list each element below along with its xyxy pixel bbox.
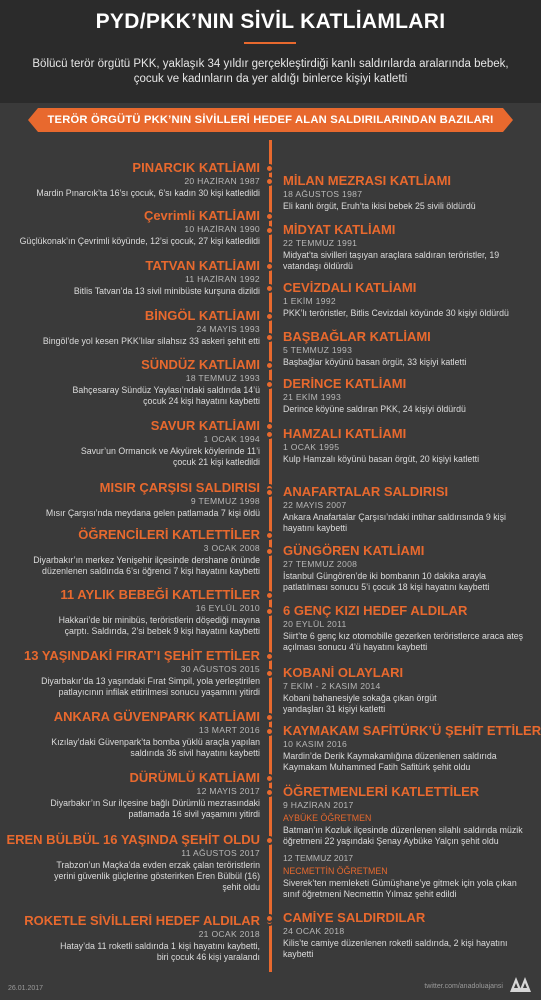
timeline-entry-right: [283, 910, 533, 960]
timeline-dot: [265, 713, 274, 722]
timeline-entry-left: [0, 480, 260, 519]
entry-title: GÜNGÖREN KATLİAMI: [283, 543, 425, 558]
timeline-entry-right: [283, 484, 533, 534]
entry-date: 21 EKİM 1993: [283, 392, 342, 402]
entry-date: 10 HAZİRAN 1990: [184, 224, 260, 234]
entry-description: Güçlükonak’ın Çevrimli köyünde, 12’si çocuk, 27 kişi katledildi: [19, 236, 260, 246]
entry-title: CEVİZDALI KATLİAMI: [283, 280, 417, 295]
entry-title: BİNGÖL KATLİAMI: [144, 308, 260, 323]
timeline-entry-right: [283, 784, 533, 900]
timeline-dot: [265, 531, 274, 540]
entry-title: MISIR ÇARŞISI SALDIRISI: [99, 480, 260, 495]
timeline-dot: [265, 914, 274, 923]
timeline-entry-right: [283, 280, 533, 319]
title-underline: [244, 42, 296, 44]
entry-description: Kızılay’daki Güvenpark’ta bomba yüklü araçla yapılan saldırıda 36 sivil hayatını kaybetti: [51, 737, 260, 758]
timeline-entry-left: [0, 208, 260, 247]
entry-description: Kulp Hamzalı köyünü basan örgüt, 20 kişiyi katletti: [283, 454, 480, 464]
entry-description: Bitlis Tatvan’da 13 sivil minibüste kurşuna dizildi: [73, 286, 260, 296]
header: [0, 0, 541, 103]
entry-description: Eli kanlı örgüt, Eruh’ta ikisi bebek 25 sivili öldürdü: [283, 201, 476, 211]
timeline-dot: [265, 284, 274, 293]
timeline-entry-left: [0, 258, 260, 297]
timeline-dot: [265, 488, 274, 497]
entry-date: 16 EYLÜL 2010: [195, 603, 260, 613]
page-subtitle: Bölücü terör örgütü PKK, yaklaşık 34 yıldır gerçekleştirdiği kanlı saldırılarda aralarında bebek, çocuk ve kadınların da yer aldığı binlerce kişiyi katletti: [32, 58, 509, 85]
entry-description: İstanbul Güngören’de iki bombanın 10 dakika arayla patlatılması sonucu 5’i çocuk 18 kişi hayatını kaybetti: [283, 571, 490, 592]
entry-title: 11 AYLIK BEBEĞİ KATLETTİLER: [60, 587, 260, 602]
entry-date: 21 OCAK 2018: [198, 929, 260, 939]
footer-date: 26.01.2017: [8, 985, 44, 992]
entry-description: Mardin Pınarcık’ta 16’sı çocuk, 6’sı kadın 30 kişi katledildi: [36, 188, 260, 198]
entry-title: DERİNCE KATLİAMI: [283, 376, 407, 391]
timeline-dot: [265, 591, 274, 600]
timeline-entry-left: [0, 913, 260, 963]
entry-date: 9 HAZİRAN 2017: [283, 800, 354, 810]
entry-date: 24 OCAK 2018: [283, 926, 345, 936]
entry-description: Savur’un Ormancık ve Akyürek köylerinde 11’i çocuk 21 kişi katledildi: [80, 446, 260, 467]
entry-description-2: Siverek’ten memleketi Gümüşhane’ye gitmek için yola çıkan sınıf öğretmeni Necmettin Yılmaz şehit edildi: [283, 878, 517, 899]
timeline-dot: [265, 669, 274, 678]
entry-subtitle: AYBÜKE ÖĞRETMEN: [283, 813, 372, 823]
timeline-entry-right: [283, 426, 533, 465]
timeline-entry-right: [283, 603, 533, 653]
entry-description: Midyat’ta sivilleri taşıyan araçlara saldıran teröristler, 19 vatandaşı öldürdü: [283, 250, 500, 271]
entry-date: 5 TEMMUZ 1993: [283, 345, 353, 355]
entry-description: Hatay’da 11 roketli saldırıda 1 kişi hayatını kaybetti, biri çocuk 46 kişi yaralandı: [60, 941, 260, 962]
entry-title: ÖĞRETMENLERİ KATLETTİLER: [283, 784, 480, 799]
timeline-entry-left: [0, 357, 260, 407]
entry-description: Mardin’de Derik Kaymakamlığına düzenlenen saldırıda Kaymakam Muhammed Fatih Safitürk şehit oldu: [283, 751, 497, 772]
entry-date: 20 HAZİRAN 1987: [184, 176, 260, 186]
entry-date: 1 EKİM 1992: [283, 296, 336, 306]
timeline-entry-left: [0, 527, 260, 577]
timeline-dot: [265, 652, 274, 661]
timeline-entry-left: [0, 308, 260, 347]
entry-description: Trabzon’un Maçka’da evden erzak çalan teröristlerin yerini güvenlik güçlerine gösterirken Eren Bülbül (16) şehit oldu: [54, 860, 260, 892]
entry-date: 22 TEMMUZ 1991: [283, 238, 358, 248]
entry-date: 18 AĞUSTOS 1987: [283, 189, 363, 199]
entry-description: Diyarbakır’ın merkez Yenişehir ilçesinde dershane önünde düzenlenen saldırıda 6’sı öğrenci 7 kişi hayatını kaybetti: [33, 555, 260, 576]
timeline-entry-right: [283, 665, 533, 715]
entry-date: 1 OCAK 1995: [283, 442, 340, 452]
timeline-entry-left: [0, 648, 260, 698]
entry-subtitle-2: NECMETTİN ÖĞRETMEN: [283, 866, 388, 876]
entry-date: 13 MART 2016: [198, 725, 260, 735]
entry-description: Bingöl’de yol kesen PKK’lılar silahsız 33 askeri şehit etti: [42, 336, 260, 346]
timeline-dot: [265, 788, 274, 797]
timeline-dot: [265, 177, 274, 186]
entry-description: Ankara Anafartalar Çarşısı’ndaki intihar saldırısında 9 kişi hayatını kaybetti: [283, 512, 506, 533]
timeline-entry-left: [0, 418, 260, 468]
entry-description: Derince köyüne saldıran PKK, 24 kişiyi öldürdü: [283, 404, 466, 414]
timeline-dot: [265, 226, 274, 235]
entry-date: 27 TEMMUZ 2008: [283, 559, 358, 569]
entry-title: Çevrimli KATLİAMI: [143, 208, 260, 223]
timeline-entry-right: [283, 543, 533, 593]
entry-title: 6 GENÇ KIZI HEDEF ALDILAR: [283, 603, 468, 618]
entry-date: 22 MAYIS 2007: [283, 500, 347, 510]
entry-title: BAŞBAĞLAR KATLİAMI: [283, 329, 431, 344]
entry-date: 12 MAYIS 2017: [196, 786, 260, 796]
timeline-entry-left: [0, 587, 260, 637]
timeline-dot: [265, 430, 274, 439]
entry-date: 11 HAZİRAN 1992: [184, 274, 260, 284]
entry-date: 7 EKİM - 2 KASIM 2014: [283, 681, 381, 691]
timeline-dot: [265, 547, 274, 556]
entry-date: 11 AĞUSTOS 2017: [181, 848, 260, 858]
timeline-dot: [265, 774, 274, 783]
timeline-dot: [265, 836, 274, 845]
entry-title: CAMİYE SALDIRDILAR: [283, 910, 426, 925]
entry-description: Diyarbakır’ın Sur ilçesine bağlı Dürümlü mezrasındaki patlamada 16 sivil yaşamını yitirdi: [50, 798, 260, 819]
entry-date: 9 TEMMUZ 1998: [190, 496, 260, 506]
entry-date: 10 KASIM 2016: [283, 739, 348, 749]
entry-description: Başbağlar köyünü basan örgüt, 33 kişiyi katletti: [283, 357, 467, 367]
entry-title: KAYMAKAM SAFİTÜRK’Ü ŞEHİT ETTİLER: [283, 723, 541, 738]
entry-description: Hakkari’de bir minibüs, teröristlerin döşediği mayına çarptı. Saldırıda, 2’si bebek 9 kişi hayatını kaybetti: [58, 615, 260, 636]
entry-title: ROKETLE SİVİLLERİ HEDEF ALDILAR: [24, 913, 260, 928]
entry-description: Mısır Çarşısı’nda meydana gelen patlamada 7 kişi öldü: [45, 508, 260, 518]
section-banner: TERÖR ÖRGÜTÜ PKK’NIN SİVİLLERİ HEDEF ALAN SALDIRILARINDAN BAZILARI: [38, 108, 503, 132]
timeline-entry-right: [283, 222, 533, 272]
entry-date: 3 OCAK 2008: [203, 543, 260, 553]
entry-description: Bahçesaray Sündüz Yaylası’ndaki saldırıda 14’ü çocuk 24 kişi hayatını kaybetti: [72, 385, 260, 406]
timeline-dot: [265, 262, 274, 271]
timeline-entry-right: [283, 173, 533, 212]
entry-description: Diyarbakır’da 13 yaşındaki Fırat Simpil, yola yerleştirilen patlayıcının infilak ettirilmesi sonucu yaşamını yitirdi: [41, 676, 260, 697]
entry-date: 24 MAYIS 1993: [196, 324, 260, 334]
entry-description: Siirt’te 6 genç kız otomobille gezerken teröristlerce araca ateş açılması sonucu 4’ü hayatını kaybetti: [283, 631, 524, 652]
timeline-dot: [265, 312, 274, 321]
timeline-dot: [265, 380, 274, 389]
entry-title: ANKARA GÜVENPARK KATLİAMI: [53, 709, 260, 724]
timeline-dot: [265, 727, 274, 736]
entry-title: KOBANİ OLAYLARI: [283, 665, 404, 680]
entry-date: 30 AĞUSTOS 2015: [180, 664, 260, 674]
timeline-entry-left: [0, 709, 260, 759]
timeline-entry-right: [283, 329, 533, 368]
entry-title: DÜRÜMLÜ KATLİAMI: [129, 770, 260, 785]
entry-date: 18 TEMMUZ 1993: [185, 373, 260, 383]
entry-title: ÖĞRENCİLERİ KATLETTİLER: [78, 527, 260, 542]
entry-title: EREN BÜLBÜL 16 YAŞINDA ŞEHİT OLDU: [6, 832, 260, 847]
entry-title: 13 YAŞINDAKİ FIRAT’I ŞEHİT ETTİLER: [24, 648, 260, 663]
timeline-entry-left: [0, 770, 260, 820]
entry-date: 20 EYLÜL 2011: [283, 619, 347, 629]
entry-title: TATVAN KATLİAMI: [145, 258, 260, 273]
timeline-dot: [265, 607, 274, 616]
entry-description: Batman’ın Kozluk ilçesinde düzenlenen silahlı saldırıda müzik öğretmeni 22 yaşındaki Şenay Aybüke Yalçın şehit oldu: [283, 825, 523, 846]
timeline-dot: [265, 361, 274, 370]
timeline-entry-right: [283, 723, 541, 773]
entry-title: MİDYAT KATLİAMI: [283, 222, 396, 237]
timeline-dot: [265, 333, 274, 342]
aa-logo-icon: [509, 975, 533, 993]
timeline-dot: [265, 212, 274, 221]
entry-title: PINARCIK KATLİAMI: [132, 160, 260, 175]
entry-description: Kobani bahanesiyle sokağa çıkan örgüt yandaşları 31 kişiyi katletti: [283, 693, 437, 714]
timeline-dot: [265, 164, 274, 173]
entry-description: Kilis’te camiye düzenlenen roketli saldırıda, 2 kişi hayatını kaybetti: [283, 938, 508, 959]
entry-title: HAMZALI KATLİAMI: [283, 426, 407, 441]
entry-title: SAVUR KATLİAMI: [150, 418, 260, 433]
entry-date: 1 OCAK 1994: [203, 434, 260, 444]
entry-title: SÜNDÜZ KATLİAMI: [141, 357, 260, 372]
timeline-entry-left: [0, 832, 260, 893]
footer-handle: twitter.com/anadoluajansi: [424, 983, 503, 990]
entry-date-2: 12 TEMMUZ 2017: [283, 853, 354, 863]
page-title: PYD/PKK’NIN SİVİL KATLİAMLARI: [95, 10, 446, 33]
entry-description: PKK’lı teröristler, Bitlis Cevizdalı köyünde 30 kişiyi öldürdü: [283, 308, 509, 318]
entry-title: ANAFARTALAR SALDIRISI: [283, 484, 449, 499]
entry-title: MİLAN MEZRASI KATLİAMI: [283, 173, 452, 188]
timeline-entry-left: [0, 160, 260, 199]
timeline-entry-right: [283, 376, 533, 415]
